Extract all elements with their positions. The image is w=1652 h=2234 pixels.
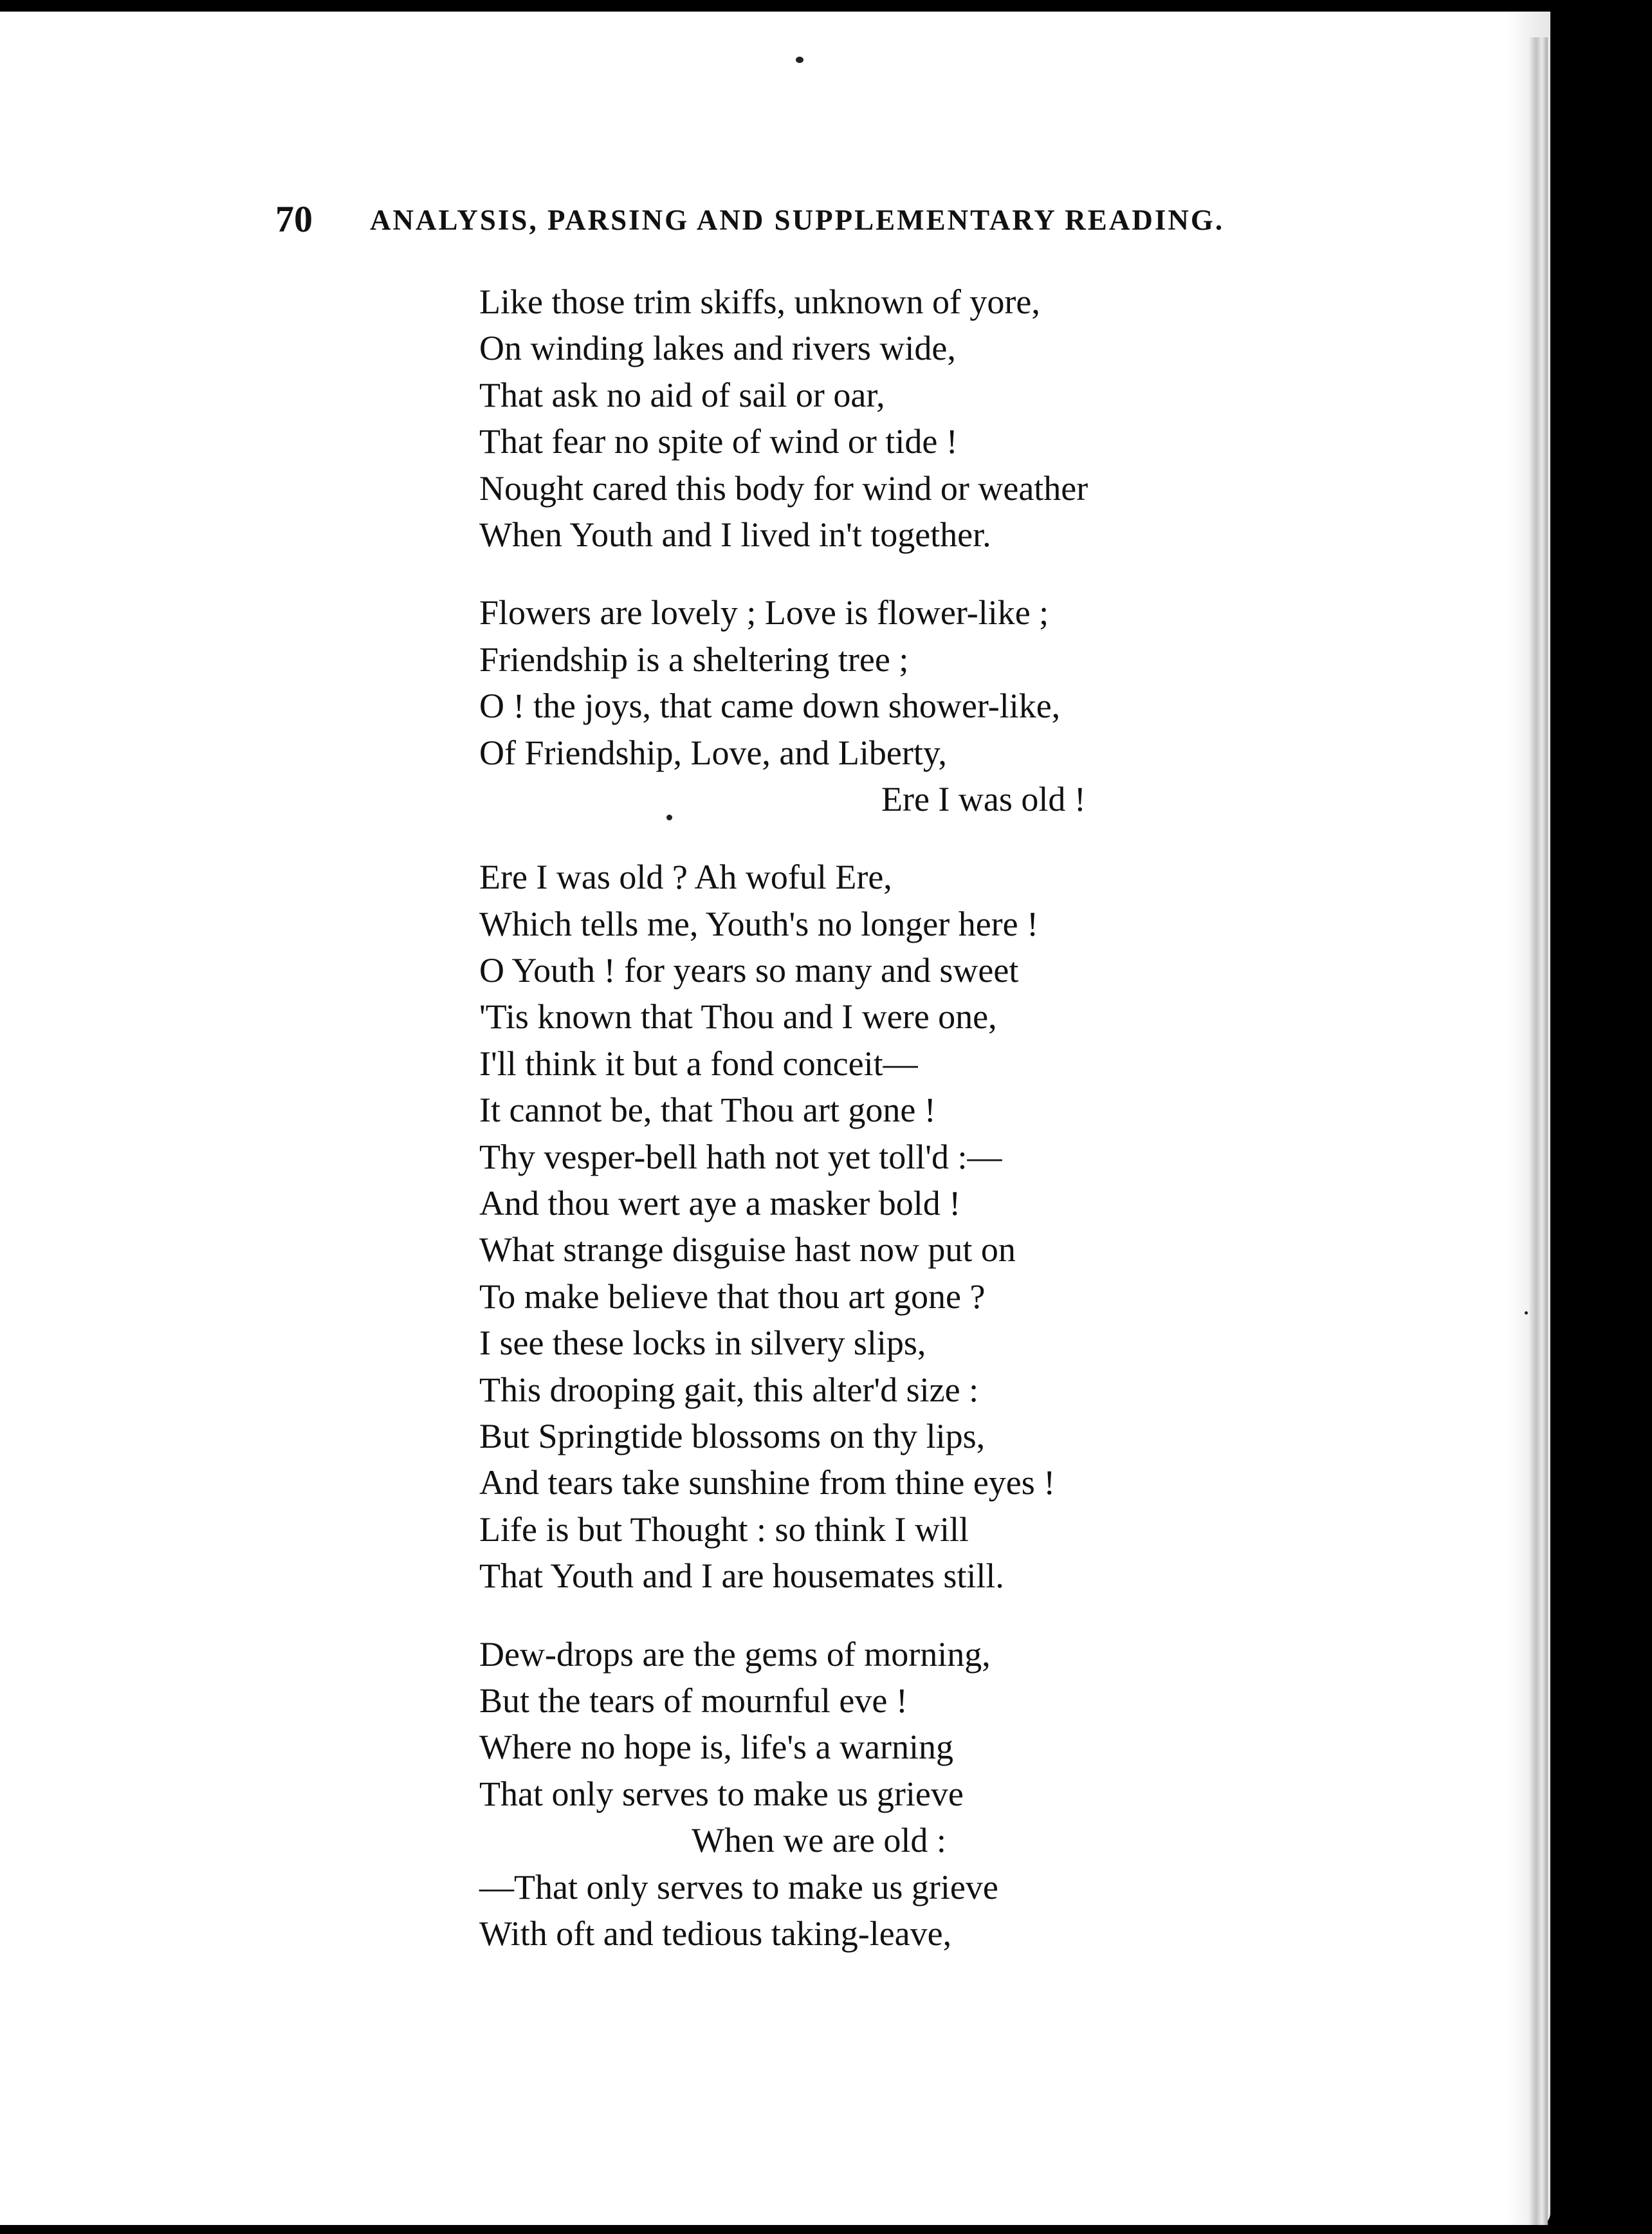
poem-line: That ask no aid of sail or oar, [479,375,885,414]
poem-line: To make believe that thou art gone ? [479,1277,986,1316]
poem-line: But Springtide blossoms on thy lips, [479,1416,986,1455]
poem-line: 'Tis known that Thou and I were one, [479,997,997,1037]
running-head: ANALYSIS, PARSING AND SUPPLEMENTARY READING. [370,204,1225,236]
poem-line: That Youth and I are housemates still. [479,1556,1004,1596]
poem-line: But the tears of mournful eve ! [479,1681,908,1720]
book-page [0,12,1550,2225]
scan-speck [1525,1311,1528,1315]
poem-line: Ere I was old ? Ah woful Ere, [479,858,892,897]
poem-line: I see these locks in silvery slips, [479,1324,926,1363]
poem-line: With oft and tedious taking-leave, [479,1914,952,1953]
poem-line: Where no hope is, life's a warning [479,1728,953,1767]
stanza [479,854,1380,1599]
stanza [479,589,1380,822]
poem-line: That fear no spite of wind or tide ! [479,422,958,461]
page-header [0,197,1550,242]
page-spine-shadow [1528,37,1548,2225]
stanza [479,279,1380,558]
poem-line: This drooping gait, this alter'd size : [479,1370,979,1409]
poem-line: It cannot be, that Thou art gone ! [479,1091,936,1130]
poem-line: Flowers are lovely ; Love is flower-like ; [479,593,1049,632]
scan-speck [796,57,803,63]
poem-body [479,279,1380,1988]
poem-line: When we are old : [692,1821,946,1860]
poem-line: Life is but Thought : so think I will [479,1509,969,1549]
poem-line: And thou wert aye a masker bold ! [479,1184,961,1223]
poem-line: Thy vesper-bell hath not yet toll'd :— [479,1137,1002,1176]
page-number: 70 [275,198,313,240]
poem-line: Of Friendship, Love, and Liberty, [479,733,947,772]
scan-speck [666,815,672,820]
poem-line: —That only serves to make us grieve [479,1867,998,1906]
poem-line: Which tells me, Youth's no longer here ! [479,904,1039,943]
poem-line: O ! the joys, that came down shower-like, [479,687,1061,726]
stanza [479,1631,1380,1957]
poem-line: And tears take sunshine from thine eyes ! [479,1463,1056,1502]
poem-line: When Youth and I lived in't together. [479,515,991,554]
poem-line: Ere I was old ! [881,779,1086,818]
poem-line: Like those trim skiffs, unknown of yore, [479,282,1040,321]
poem-line: Dew-drops are the gems of morning, [479,1634,991,1674]
poem-line: That only serves to make us grieve [479,1774,964,1813]
poem-line: On winding lakes and rivers wide, [479,329,956,368]
poem-line: I'll think it but a fond conceit— [479,1044,918,1083]
poem-line: O Youth ! for years so many and sweet [479,951,1019,990]
poem-line: Nought cared this body for wind or weather [479,468,1088,508]
poem-line: What strange disguise hast now put on [479,1230,1016,1269]
poem-line: Friendship is a sheltering tree ; [479,640,909,679]
